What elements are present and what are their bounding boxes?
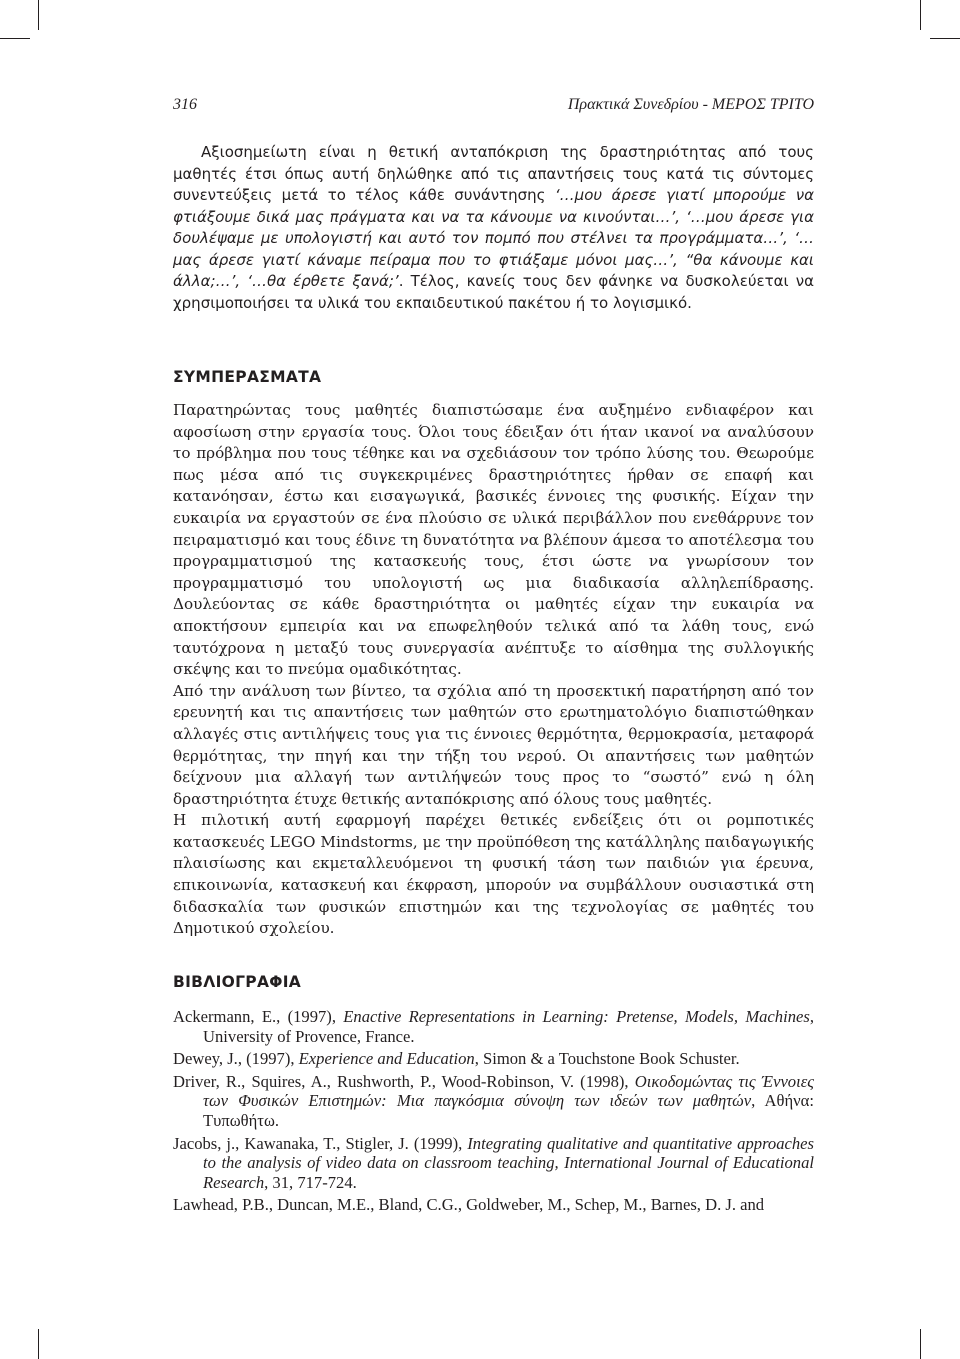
crop-mark xyxy=(38,1329,39,1359)
running-title: Πρακτικά Συνεδρίου - ΜΕΡΟΣ ΤΡΙΤΟ xyxy=(567,96,814,113)
section-heading-bibliography: ΒΙΒΛΙΟΓΡΑΦΙΑ xyxy=(173,973,302,991)
section-heading-conclusions: ΣΥΜΠΕΡΑΣΜΑΤΑ xyxy=(173,368,322,386)
crop-mark xyxy=(38,0,39,30)
paragraph-text: Η πιλοτική αυτή εφαρμογή παρέχει θετικές ενδείξεις ότι οι ρομποτικές κατασκευές LEGO Mindstorms, με την προϋπόθεση της κατάλληλης παιδαγωγικής πλαισίωσης και εκμεταλλευόμενοι τη φυσική τάση των παιδιών για έρευνα, επικοινωνία, κατασκευή και έκφραση, μπορούν να συμβάλλουν ουσιαστικά στη διδασκαλία των φυσικών επιστημών και της τεχνολογίας σε μαθητές του Δημοτικού σχολείου. xyxy=(173,811,814,938)
intro-tail: . Τέλος, κανείς τους δεν φάνηκε να δυσκολεύεται να χρησιμοποιήσει τα υλικά του εκπαιδευτικού πακέτου ή το λογισμικό. xyxy=(173,272,814,312)
reference-item: Dewey, J., (1997), Experience and Education, Simon & a Touchstone Book Schuster. xyxy=(173,1049,740,1069)
reference-item: Jacobs, j., Kawanaka, T., Stigler, J. (1999), Integrating qualitative and quantitative approaches to the analysis of video data on classroom teaching, International Journal of Educational Research, 31, 717-724. xyxy=(173,1133,814,1192)
crop-mark xyxy=(920,0,921,30)
conclusions-paragraph xyxy=(173,400,814,681)
intro-paragraph xyxy=(173,142,814,314)
running-header xyxy=(173,96,814,116)
page-number: 316 xyxy=(173,96,197,113)
paragraph-text: Από την ανάλυση των βίντεο, τα σχόλια από τη προσεκτική παρατήρηση από τον ερευνητή και τις απαντήσεις των μαθητών στο ερωτηματολόγιο διαπιστώθηκαν αλλαγές στις αντιλήψεις τους για τις έννοιες θερμότητα, θερμοκρασία, μεταφορά θερμότητας, την πηγή και την τήξη του νερού. Οι απαντήσεις των μαθητών δείχνουν μια αλλαγή των αντιλήψεών τους προς το “σωστό” ενώ η όλη δραστηριότητα έτυχε θετικής ανταπόκρισης από όλους τους μαθητές. xyxy=(173,681,814,808)
conclusions-paragraph xyxy=(173,681,814,811)
reference-item: Lawhead, P.B., Duncan, M.E., Bland, C.G., Goldweber, M., Schep, M., Barnes, D. J. and xyxy=(173,1195,765,1215)
intro-lead: Αξιοσημείωτη είναι η θετική ανταπόκριση της δραστηριότητας από τους μαθητές έτσι όπως αυτή δηλώθηκε από τις απαντήσεις τους κατά τις σύντομες συνεντεύξεις μετά το τέλος κάθε συνάντησης xyxy=(173,143,814,204)
crop-mark xyxy=(920,1329,921,1359)
conclusions-body xyxy=(173,400,814,940)
reference-item: Ackermann, E., (1997), Enactive Representations in Learning: Pretense, Models, Machines, University of Provence, France. xyxy=(173,1007,814,1046)
reference-list xyxy=(173,1007,814,1218)
reference-item: Driver, R., Squires, A., Rushworth, P., Wood-Robinson, V. (1998), Οικοδομώντας τις Έννοιες των Φυσικών Επιστημών: Μια παγκόσμια σύνοψη των ιδεών των μαθητών, Αθήνα: Τυπωθήτω. xyxy=(173,1071,814,1130)
crop-mark xyxy=(930,38,960,39)
conclusions-paragraph xyxy=(173,810,814,940)
crop-mark xyxy=(0,38,30,39)
student-quotes: ‘…μου άρεσε γιατί μπορούμε να φτιάξουμε δικά μας πράγματα και να τα κάνουμε να κινούνται…’, ‘…μου άρεσε για δουλέψαμε με υπολογιστή και αυτό τον πομπό που στέλνει τα προγράμματα…’, ‘…μας άρεσε γιατί κάναμε πείραμα που το φτιάξαμε μόνοι μας…’, “θα κάνουμε και άλλα;…’, ‘…θα έρθετε ξανά;’ xyxy=(173,186,814,290)
paragraph-text: Παρατηρώντας τους μαθητές διαπιστώσαμε ένα αυξημένο ενδιαφέρον και αφοσίωση στην εργασία τους. Όλοι τους έδειξαν ότι ήταν ικανοί να αναλύσουν το πρόβλημα που τους τέθηκε και να σχεδιάσουν τον τρόπο λύσης του. Θεωρούμε πως μέσα από τις συγκεκριμένες δραστηριότητες ήρθαν σε επαφή και κατανόησαν, έστω και εισαγωγικά, βασικές έννοιες της φυσικής. Είχαν την ευκαιρία να εργαστούν σε ένα πλούσιο σε υλικά περιβάλλον που ενεθάρρυνε τον πειραματισμό και τους έδινε τη δυνατότητα να βλέπουν άμεσα το αποτέλεσμα του προγραμματισμού της κατασκευής τους, έτσι ώστε να γνωρίσουν τον προγραμματισμό του υπολογιστή ως μια διαδικασία αλληλεπίδρασης. Δουλεύοντας σε κάθε δραστηριότητα οι μαθητές είχαν την ευκαιρία να αποκτήσουν εμπειρία και να επωφεληθούν τελικά από τα λάθη τους, ενώ ταυτόχρονα η μεταξύ τους συνεργασία ανέπτυξε το αίσθημα της συλλογικής σκέψης και το πνεύμα ομαδικότητας. xyxy=(173,401,814,679)
